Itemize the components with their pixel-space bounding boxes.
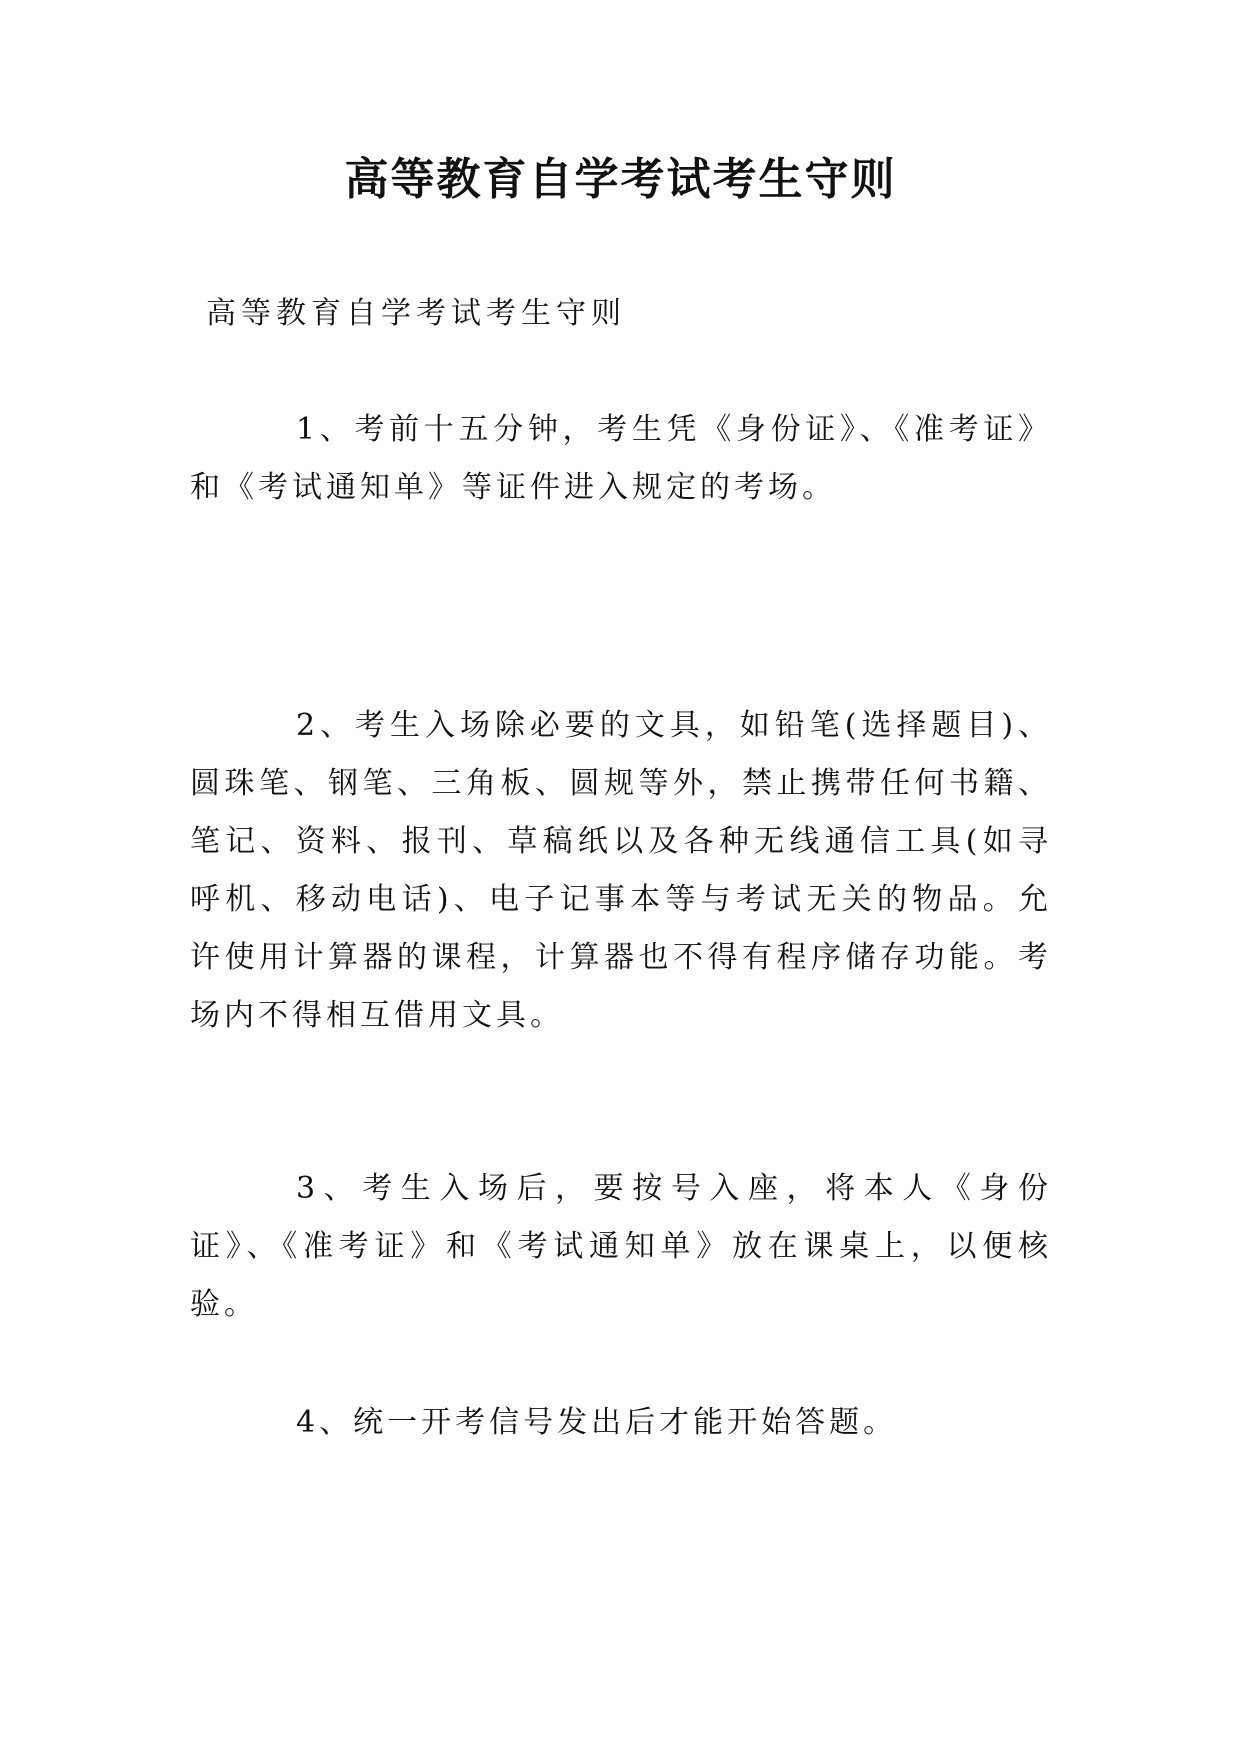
rule-paragraph-2: 2、考生入场除必要的文具，如铅笔(选择题目)、圆珠笔、钢笔、三角板、圆规等外，禁止携带任何书籍、笔记、资料、报刊、草稿纸以及各种无线通信工具(如寻呼机、移动电话)、电子记事本等与考试无关的物品。允许使用计算器的课程，计算器也不得有程序储存功能。考场内不得相互借用文具。 xyxy=(190,708,1052,1033)
rule-paragraph-1: 1、考前十五分钟，考生凭《身份证》、《准考证》和《考试通知单》等证件进入规定的考场。 xyxy=(190,412,1052,505)
document-title: 高等教育自学考试考生守则 xyxy=(344,154,897,205)
rule-paragraph-3: 3、考生入场后，要按号入座，将本人《身份证》、《准考证》和《考试通知单》放在课桌上，以便核验。 xyxy=(190,1171,1052,1322)
document-subtitle: 高等教育自学考试考生守则 xyxy=(206,296,626,331)
rule-paragraph-4: 4、统一开考信号发出后才能开始答题。 xyxy=(296,1405,898,1440)
